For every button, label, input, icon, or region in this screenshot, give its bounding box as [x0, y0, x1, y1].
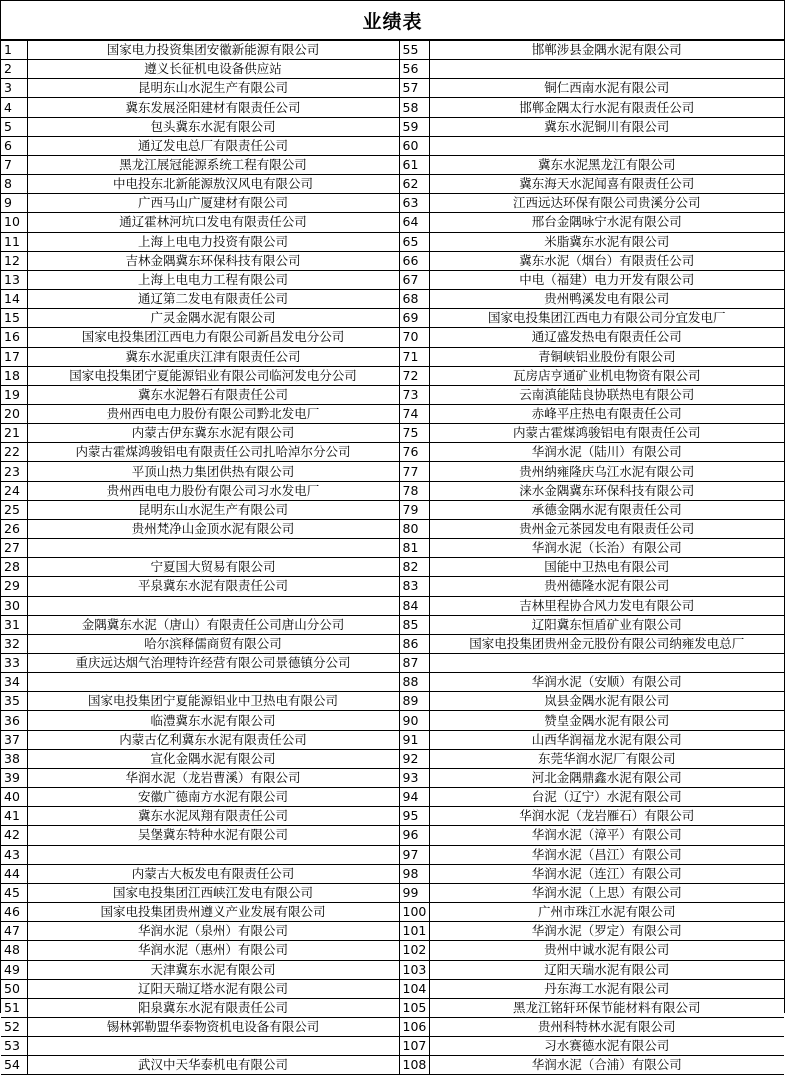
- table-row: [1, 711, 784, 730]
- left-company-name: 锡林郭勒盟华泰物资机电设备有限公司: [27, 1017, 399, 1036]
- table-row: [1, 979, 784, 998]
- left-company-name: 贵州西电电力股份有限公司黔北发电厂: [27, 404, 399, 423]
- left-row-number: 49: [1, 960, 27, 979]
- right-company-name: 通辽盛发热电有限责任公司: [429, 328, 784, 347]
- left-company-name: 重庆远达烟气治理特许经营有限公司景德镇分公司: [27, 654, 399, 673]
- table-row: [1, 309, 784, 328]
- table-row: [1, 136, 784, 155]
- table-row: [1, 960, 784, 979]
- right-row-number: 103: [399, 960, 429, 979]
- right-company-name: 台泥（辽宁）水泥有限公司: [429, 788, 784, 807]
- table-row: [1, 41, 784, 60]
- right-company-name: 国家电投集团江西电力有限公司分宜发电厂: [429, 309, 784, 328]
- right-row-number: 63: [399, 194, 429, 213]
- right-company-name: 岚县金隅水泥有限公司: [429, 692, 784, 711]
- right-company-name: 涞水金隅冀东环保科技有限公司: [429, 481, 784, 500]
- left-company-name: 贵州梵净山金顶水泥有限公司: [27, 519, 399, 538]
- left-row-number: 45: [1, 883, 27, 902]
- table-row: [1, 692, 784, 711]
- left-row-number: 10: [1, 213, 27, 232]
- right-row-number: 101: [399, 922, 429, 941]
- right-row-number: 69: [399, 309, 429, 328]
- right-row-number: 59: [399, 117, 429, 136]
- table-row: [1, 347, 784, 366]
- left-row-number: 2: [1, 60, 27, 79]
- right-row-number: 81: [399, 539, 429, 558]
- table-body: [1, 41, 784, 1075]
- right-company-name: 铜仁西南水泥有限公司: [429, 79, 784, 98]
- left-row-number: 8: [1, 175, 27, 194]
- table-row: [1, 328, 784, 347]
- table-row: [1, 788, 784, 807]
- right-row-number: 78: [399, 481, 429, 500]
- table-row: [1, 1037, 784, 1056]
- right-row-number: 66: [399, 251, 429, 270]
- right-company-name: 贵州金元茶园发电有限责任公司: [429, 519, 784, 538]
- left-company-name: 天津冀东水泥有限公司: [27, 960, 399, 979]
- left-row-number: 54: [1, 1056, 27, 1075]
- table-row: [1, 366, 784, 385]
- left-row-number: 16: [1, 328, 27, 347]
- table-row: [1, 558, 784, 577]
- left-row-number: 15: [1, 309, 27, 328]
- right-row-number: 67: [399, 270, 429, 289]
- right-row-number: 83: [399, 577, 429, 596]
- table-row: [1, 922, 784, 941]
- left-row-number: 22: [1, 443, 27, 462]
- right-company-name: 米脂冀东水泥有限公司: [429, 232, 784, 251]
- left-company-name: 遵义长征机电设备供应站: [27, 60, 399, 79]
- right-company-name: 国能中卫热电有限公司: [429, 558, 784, 577]
- right-row-number: 104: [399, 979, 429, 998]
- left-row-number: 37: [1, 730, 27, 749]
- left-row-number: 7: [1, 155, 27, 174]
- table-row: [1, 270, 784, 289]
- table-row: [1, 443, 784, 462]
- right-row-number: 105: [399, 998, 429, 1017]
- left-row-number: 43: [1, 845, 27, 864]
- table-row: [1, 175, 784, 194]
- table-row: [1, 826, 784, 845]
- left-row-number: 20: [1, 404, 27, 423]
- left-row-number: 12: [1, 251, 27, 270]
- left-company-name: 国家电力投资集团安徽新能源有限公司: [27, 41, 399, 60]
- left-row-number: 18: [1, 366, 27, 385]
- right-row-number: 56: [399, 60, 429, 79]
- right-company-name: 冀东水泥铜川有限公司: [429, 117, 784, 136]
- left-row-number: 39: [1, 768, 27, 787]
- left-row-number: 17: [1, 347, 27, 366]
- right-company-name: 华润水泥（连江）有限公司: [429, 864, 784, 883]
- right-row-number: 90: [399, 711, 429, 730]
- left-company-name: 武汉中天华泰机电有限公司: [27, 1056, 399, 1075]
- left-row-number: 42: [1, 826, 27, 845]
- left-company-name: 通辽发电总厂有限责任公司: [27, 136, 399, 155]
- left-company-name: 平顶山热力集团供热有限公司: [27, 462, 399, 481]
- right-company-name: 邯郸金隅太行水泥有限责任公司: [429, 98, 784, 117]
- table-row: [1, 941, 784, 960]
- left-company-name: 安徽广德南方水泥有限公司: [27, 788, 399, 807]
- right-company-name: 华润水泥（长治）有限公司: [429, 539, 784, 558]
- right-company-name: 冀东水泥黑龙江有限公司: [429, 155, 784, 174]
- right-company-name: 贵州科特林水泥有限公司: [429, 1017, 784, 1036]
- left-company-name: 华润水泥（惠州）有限公司: [27, 941, 399, 960]
- right-company-name: 山西华润福龙水泥有限公司: [429, 730, 784, 749]
- left-company-name: 吉林金隅冀东环保科技有限公司: [27, 251, 399, 270]
- right-row-number: 92: [399, 749, 429, 768]
- table-row: [1, 98, 784, 117]
- table-row: [1, 404, 784, 423]
- right-row-number: 58: [399, 98, 429, 117]
- right-company-name: 赤峰平庄热电有限责任公司: [429, 404, 784, 423]
- sheet-title: 业绩表: [362, 10, 423, 33]
- table-row: [1, 500, 784, 519]
- right-row-number: 100: [399, 903, 429, 922]
- left-row-number: 1: [1, 41, 27, 60]
- right-company-name: 国家电投集团贵州金元股份有限公司纳雍发电总厂: [429, 634, 784, 653]
- left-company-name: 广西马山广厦建材有限公司: [27, 194, 399, 213]
- right-company-name: 贵州纳雍隆庆乌江水泥有限公司: [429, 462, 784, 481]
- right-row-number: 82: [399, 558, 429, 577]
- left-row-number: 24: [1, 481, 27, 500]
- right-company-name: 东莞华润水泥厂有限公司: [429, 749, 784, 768]
- left-company-name: 通辽第二发电有限责任公司: [27, 290, 399, 309]
- table-row: [1, 424, 784, 443]
- left-company-name: 平泉冀东水泥有限责任公司: [27, 577, 399, 596]
- right-company-name: [429, 136, 784, 155]
- left-company-name: 通辽霍林河坑口发电有限责任公司: [27, 213, 399, 232]
- left-row-number: 19: [1, 385, 27, 404]
- table-row: [1, 615, 784, 634]
- left-company-name: 内蒙古伊东冀东水泥有限公司: [27, 424, 399, 443]
- left-company-name: 宁夏国大贸易有限公司: [27, 558, 399, 577]
- right-company-name: 华润水泥（罗定）有限公司: [429, 922, 784, 941]
- left-company-name: [27, 539, 399, 558]
- left-row-number: 4: [1, 98, 27, 117]
- left-row-number: 9: [1, 194, 27, 213]
- right-row-number: 79: [399, 500, 429, 519]
- table-row: [1, 730, 784, 749]
- left-company-name: 辽阳天瑞辽塔水泥有限公司: [27, 979, 399, 998]
- left-company-name: 华润水泥（泉州）有限公司: [27, 922, 399, 941]
- table-row: [1, 155, 784, 174]
- table-row: [1, 79, 784, 98]
- right-row-number: 55: [399, 41, 429, 60]
- table-row: [1, 481, 784, 500]
- right-row-number: 80: [399, 519, 429, 538]
- right-row-number: 65: [399, 232, 429, 251]
- left-row-number: 48: [1, 941, 27, 960]
- left-row-number: 25: [1, 500, 27, 519]
- left-company-name: 阳泉冀东水泥有限责任公司: [27, 998, 399, 1017]
- right-company-name: 江西远达环保有限公司贵溪分公司: [429, 194, 784, 213]
- left-row-number: 47: [1, 922, 27, 941]
- left-company-name: 冀东发展泾阳建材有限责任公司: [27, 98, 399, 117]
- right-row-number: 71: [399, 347, 429, 366]
- left-company-name: 昆明东山水泥生产有限公司: [27, 500, 399, 519]
- right-row-number: 106: [399, 1017, 429, 1036]
- left-row-number: 29: [1, 577, 27, 596]
- right-row-number: 74: [399, 404, 429, 423]
- right-row-number: 95: [399, 807, 429, 826]
- left-row-number: 26: [1, 519, 27, 538]
- left-row-number: 52: [1, 1017, 27, 1036]
- table-row: [1, 251, 784, 270]
- left-company-name: 临澧冀东水泥有限公司: [27, 711, 399, 730]
- left-row-number: 11: [1, 232, 27, 251]
- left-company-name: 冀东水泥磐石有限责任公司: [27, 385, 399, 404]
- table-row: [1, 998, 784, 1017]
- left-row-number: 44: [1, 864, 27, 883]
- right-company-name: 中电（福建）电力开发有限公司: [429, 270, 784, 289]
- right-row-number: 88: [399, 673, 429, 692]
- left-row-number: 34: [1, 673, 27, 692]
- left-row-number: 13: [1, 270, 27, 289]
- left-company-name: 国家电投集团江西电力有限公司新昌发电分公司: [27, 328, 399, 347]
- table-row: [1, 749, 784, 768]
- left-company-name: 金隅冀东水泥（唐山）有限责任公司唐山分公司: [27, 615, 399, 634]
- left-company-name: 哈尔滨释儒商贸有限公司: [27, 634, 399, 653]
- right-company-name: 承德金隅水泥有限责任公司: [429, 500, 784, 519]
- left-company-name: 国家电投集团宁夏能源铝业中卫热电有限公司: [27, 692, 399, 711]
- right-row-number: 85: [399, 615, 429, 634]
- left-company-name: [27, 596, 399, 615]
- left-row-number: 40: [1, 788, 27, 807]
- right-row-number: 91: [399, 730, 429, 749]
- table-row: [1, 654, 784, 673]
- table-row: [1, 290, 784, 309]
- right-company-name: [429, 654, 784, 673]
- right-row-number: 98: [399, 864, 429, 883]
- left-row-number: 32: [1, 634, 27, 653]
- table-row: [1, 768, 784, 787]
- right-company-name: 华润水泥（陆川）有限公司: [429, 443, 784, 462]
- left-company-name: 内蒙古霍煤鸿骏铝电有限责任公司扎哈淖尔分公司: [27, 443, 399, 462]
- right-company-name: 华润水泥（上思）有限公司: [429, 883, 784, 902]
- right-row-number: 96: [399, 826, 429, 845]
- right-company-name: 贵州中诚水泥有限公司: [429, 941, 784, 960]
- left-company-name: 华润水泥（龙岩曹溪）有限公司: [27, 768, 399, 787]
- left-row-number: 50: [1, 979, 27, 998]
- right-row-number: 72: [399, 366, 429, 385]
- left-row-number: 38: [1, 749, 27, 768]
- table-row: [1, 903, 784, 922]
- table-row: [1, 385, 784, 404]
- right-company-name: 丹东海工水泥有限公司: [429, 979, 784, 998]
- left-row-number: 41: [1, 807, 27, 826]
- left-row-number: 35: [1, 692, 27, 711]
- right-company-name: 黑龙江铭轩环保节能材料有限公司: [429, 998, 784, 1017]
- table-row: [1, 845, 784, 864]
- left-row-number: 5: [1, 117, 27, 136]
- right-company-name: 华润水泥（安顺）有限公司: [429, 673, 784, 692]
- right-row-number: 70: [399, 328, 429, 347]
- left-company-name: 中电投东北新能源敖汉风电有限公司: [27, 175, 399, 194]
- right-company-name: 冀东海天水泥闻喜有限责任公司: [429, 175, 784, 194]
- right-row-number: 108: [399, 1056, 429, 1075]
- left-row-number: 6: [1, 136, 27, 155]
- left-company-name: 冀东水泥重庆江津有限责任公司: [27, 347, 399, 366]
- table-row: [1, 577, 784, 596]
- right-company-name: 邢台金隅咏宁水泥有限公司: [429, 213, 784, 232]
- right-company-name: 内蒙古霍煤鸿骏铝电有限责任公司: [429, 424, 784, 443]
- right-row-number: 89: [399, 692, 429, 711]
- right-company-name: [429, 60, 784, 79]
- right-row-number: 73: [399, 385, 429, 404]
- table-row: [1, 232, 784, 251]
- left-company-name: [27, 673, 399, 692]
- right-company-name: 瓦房店亨通矿业机电物资有限公司: [429, 366, 784, 385]
- right-company-name: 习水赛德水泥有限公司: [429, 1037, 784, 1056]
- left-company-name: 贵州西电电力股份有限公司习水发电厂: [27, 481, 399, 500]
- table-row: [1, 194, 784, 213]
- left-row-number: 51: [1, 998, 27, 1017]
- right-row-number: 94: [399, 788, 429, 807]
- table-row: [1, 807, 784, 826]
- right-company-name: 贵州鸭溪发电有限公司: [429, 290, 784, 309]
- right-company-name: 辽阳冀东恒盾矿业有限公司: [429, 615, 784, 634]
- left-row-number: 27: [1, 539, 27, 558]
- right-company-name: 华润水泥（龙岩雁石）有限公司: [429, 807, 784, 826]
- left-row-number: 3: [1, 79, 27, 98]
- left-row-number: 28: [1, 558, 27, 577]
- table-row: [1, 117, 784, 136]
- right-row-number: 107: [399, 1037, 429, 1056]
- left-company-name: [27, 845, 399, 864]
- left-company-name: 广灵金隅水泥有限公司: [27, 309, 399, 328]
- left-row-number: 53: [1, 1037, 27, 1056]
- table-row: [1, 462, 784, 481]
- left-company-name: 吴堡冀东特种水泥有限公司: [27, 826, 399, 845]
- left-company-name: 冀东水泥凤翔有限责任公司: [27, 807, 399, 826]
- left-row-number: 36: [1, 711, 27, 730]
- left-row-number: 30: [1, 596, 27, 615]
- right-row-number: 102: [399, 941, 429, 960]
- right-company-name: 云南滇能陆良协联热电有限公司: [429, 385, 784, 404]
- right-company-name: 邯郸涉县金隅水泥有限公司: [429, 41, 784, 60]
- title-row: [1, 0, 784, 40]
- left-row-number: 14: [1, 290, 27, 309]
- right-company-name: 华润水泥（昌江）有限公司: [429, 845, 784, 864]
- left-company-name: 国家电投集团贵州遵义产业发展有限公司: [27, 903, 399, 922]
- right-row-number: 76: [399, 443, 429, 462]
- left-company-name: 内蒙古亿利冀东水泥有限责任公司: [27, 730, 399, 749]
- right-company-name: 冀东水泥（烟台）有限责任公司: [429, 251, 784, 270]
- right-company-name: 赞皇金隅水泥有限公司: [429, 711, 784, 730]
- right-row-number: 77: [399, 462, 429, 481]
- right-company-name: 华润水泥（合浦）有限公司: [429, 1056, 784, 1075]
- table-row: [1, 213, 784, 232]
- left-row-number: 23: [1, 462, 27, 481]
- right-row-number: 57: [399, 79, 429, 98]
- left-company-name: 上海上电电力投资有限公司: [27, 232, 399, 251]
- left-row-number: 46: [1, 903, 27, 922]
- left-company-name: 国家电投集团江西峡江发电有限公司: [27, 883, 399, 902]
- left-row-number: 31: [1, 615, 27, 634]
- left-company-name: 国家电投集团宁夏能源铝业有限公司临河发电分公司: [27, 366, 399, 385]
- right-company-name: 华润水泥（漳平）有限公司: [429, 826, 784, 845]
- right-company-name: 青铜峡铝业股份有限公司: [429, 347, 784, 366]
- left-company-name: 黑龙江展冠能源系统工程有限公司: [27, 155, 399, 174]
- left-company-name: [27, 1037, 399, 1056]
- left-row-number: 21: [1, 424, 27, 443]
- right-company-name: 河北金隅鼎鑫水泥有限公司: [429, 768, 784, 787]
- table-row: [1, 60, 784, 79]
- right-row-number: 86: [399, 634, 429, 653]
- left-company-name: 上海上电电力工程有限公司: [27, 270, 399, 289]
- left-company-name: 内蒙古大板发电有限责任公司: [27, 864, 399, 883]
- right-row-number: 68: [399, 290, 429, 309]
- right-company-name: 广州市珠江水泥有限公司: [429, 903, 784, 922]
- left-row-number: 33: [1, 654, 27, 673]
- right-row-number: 61: [399, 155, 429, 174]
- table-row: [1, 1017, 784, 1036]
- left-company-name: 包头冀东水泥有限公司: [27, 117, 399, 136]
- left-company-name: 宣化金隅水泥有限公司: [27, 749, 399, 768]
- right-company-name: 辽阳天瑞水泥有限公司: [429, 960, 784, 979]
- performance-table: [1, 40, 784, 1075]
- right-company-name: 贵州德隆水泥有限公司: [429, 577, 784, 596]
- table-row: [1, 596, 784, 615]
- right-row-number: 75: [399, 424, 429, 443]
- right-row-number: 87: [399, 654, 429, 673]
- right-row-number: 84: [399, 596, 429, 615]
- table-row: [1, 1056, 784, 1075]
- table-row: [1, 539, 784, 558]
- left-company-name: 昆明东山水泥生产有限公司: [27, 79, 399, 98]
- right-row-number: 99: [399, 883, 429, 902]
- right-row-number: 62: [399, 175, 429, 194]
- right-row-number: 97: [399, 845, 429, 864]
- table-row: [1, 883, 784, 902]
- table-row: [1, 519, 784, 538]
- table-row: [1, 634, 784, 653]
- right-row-number: 64: [399, 213, 429, 232]
- right-company-name: 吉林里程协合风力发电有限公司: [429, 596, 784, 615]
- table-row: [1, 673, 784, 692]
- table-row: [1, 864, 784, 883]
- right-row-number: 60: [399, 136, 429, 155]
- right-row-number: 93: [399, 768, 429, 787]
